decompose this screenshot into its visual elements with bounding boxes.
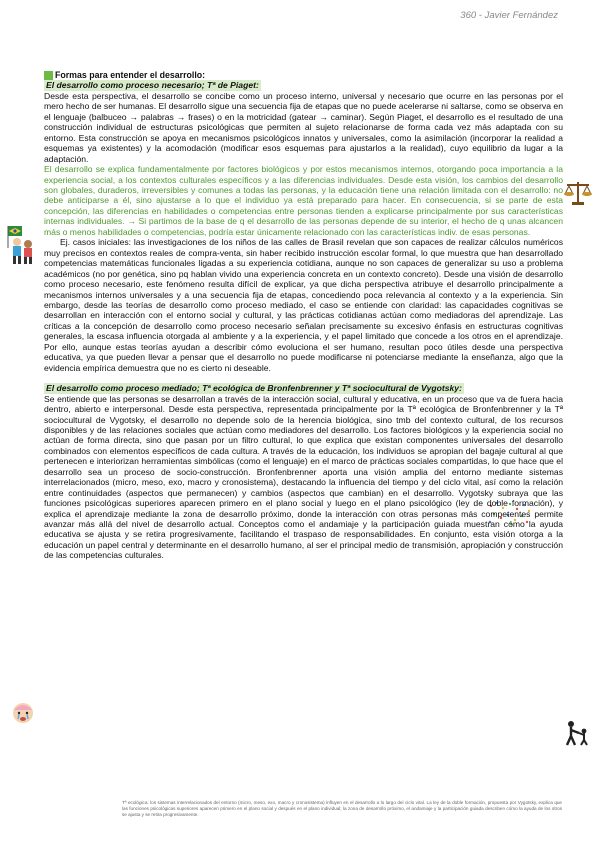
footnote-text: Tª ecológica: los sistemas interrelacionados del entorno (micro, meso, exo, macro y cronosistema) influyen en el desarrollo a lo largo del ciclo vital. La ley de la doble formación, propuesta por Vygotsky, explica que las funciones psicológicas superiores aparecen primero en el plano social y después en el plano individual; la zona de desarrollo próximo, el andamiaje y la participación guiada describen cómo la ayuda de los otros se ajusta y se retira progresivamente. [122, 800, 562, 817]
crying-baby-icon [10, 700, 36, 726]
balance-scale-icon [563, 178, 593, 206]
mediado-paragraph-1: Se entiende que las personas se desarrollan a través de la interacción social, cultural y educativa, en un proceso que va de fuera hacia dentro, abierto e interpersonal. Desde esta perspectiva, representada principalmente por la Tª ecológica de Bronfenbrenner y la Tª sociocultural de Vygotsky, el desarrollo no depende solo de la herencia biológica, sino tmb del contexto cultural, de los recursos disponibles y de las relaciones sociales que actúan como mediadores del desarrollo. Los factores biológicos y la experiencia social no actúan de forma directa, sino que pasan por un filtro cultural, lo que explica que existan componentes universales del desarrollo combinados con elementos específicos de cada cultura. A través de la educación, los individuos se apropian del bagaje cultural al que pertenecen e interiorizan herramientas simbólicas (como el lenguaje) en el marco de prácticas sociales compartidas, lo que hace que el desarrollo sea un proceso de socio-construcción. Bronfenbrenner aporta una visión amplia del entorno mediante sistemas interrelacionados (micro, meso, exo, macro y cronosistema), destacando la influencia del tiempo y del ciclo vital, así como la relación entre continuidades (aspectos que permanecen) y cambios (aspectos que cambian) en el desarrollo. Vygotsky subraya que las funciones psicológicas superiores aparecen primero en el plano social y luego en el plano psicológico (ley de doble formación), y explica el aprendizaje mediante la zona de desarrollo próximo, donde la interacción con otras personas más competentes permite avanzar más allá del nivel de desarrollo actual. Conceptos como el andamiaje y la participación guiada muestran cómo la ayuda educativa se ajusta y se retira progresivamente, facilitando el traspaso de responsabilidades. En conjunto, esta visión otorga a la educación un papel central y determinante en el desarrollo humano, al ser el principal medio de transmisión, apropiación y construcción de las competencias culturales. [44, 393, 563, 561]
parent-child-icon [563, 720, 593, 746]
mediado-heading: El desarrollo como proceso mediado; Tª ecológica de Bronfenbrenner y Tª sociocultural de Vygotsky: [46, 383, 462, 394]
bullet-square-icon [44, 71, 53, 80]
document-body [44, 70, 563, 561]
piaget-paragraph-2: El desarrollo se explica fundamentalmente por factores biológicos y por estos mecanismos internos, otorgando poca importancia a la experiencia social, a los contextos culturales específicos y a las diferencias individuales. Desde esta visión, los cambios del desarrollo son globales, duraderos, irreversibles y comunes a todas las personas, y la educación tiene una relación limitada con el desarrollo: no debe anticiparse a él, sino ajustarse a lo que el individuo ya está preparado para hacer. En consecuencia, si se parte de esta concepción, las diferencias en habilidades o competencias entre personas tienden a explicarse principalmente por sus características internas individuales. → Si partimos de la base de q el desarrollo de las personas depende de su interior, el hecho de q unas alcancen más o menos habilidades o competencias, podría estar únicamente relacionado con las características indiv. de esas personas. [44, 164, 563, 237]
piaget-paragraph-1: Desde esta perspectiva, el desarrollo se concibe como un proceso interno, universal y necesario que ocurre en las personas por el mero hecho de ser humanas. El desarrollo sigue una secuencia fija de etapas que no puede acelerarse ni saltarse, como se observa en el lenguaje (balbuceo → palabras → frases) o en la motricidad (gatear → caminar). Según Piaget, el desarrollo es el resultado de una construcción individual de estructuras psicológicas que permiten al sujeto relacionarse de forma cada vez más adaptada con su entorno. Esta construcción se apoya en mecanismos psicológicos innatos y universales, como la asimilación (incorporar la realidad a esquemas ya existentes) y la acomodación (modificar esos esquemas para ajustarlos a la realidad), cuyo equilibrio da lugar a la adaptación. [44, 90, 563, 164]
children-icon [6, 226, 38, 266]
page-header-label: 360 - Javier Fernández [460, 10, 558, 21]
piaget-heading: El desarrollo como proceso necesario; Tª de Piaget: [46, 80, 259, 91]
piaget-paragraph-3: Ej. casos iniciales: las investigaciones de los niños de las calles de Brasil revelan que son capaces de realizar cálculos numéricos muy precisos en contextos reales de compra-venta, sin haber recibido instrucción escolar formal, lo que muestra que han desarrollado competencias matemáticas funcionales ligadas a su experiencia cotidiana, aunque no son capaces de generalizar su uso a problema académicos (no por genética, sino pq hablan vivido una experiencia concreta en un contexto concreto). Desde una visión de desarrollo como proceso necesario, este fenómeno resulta difícil de explicar, ya que dicha perspectiva atribuye el desarrollo principalmente a mecanismos internos universales y a una secuencia fija de etapas, concediendo poca relevancia al contexto y a la experiencia. Sin embargo, desde las teorías de desarrollo como proceso mediado, el caso se entiende con claridad: las capacidades cognitivas se desarrollan en interacción con el entorno social y cultural, y las prácticas cotidianas actúan como mediadoras del aprendizaje. Las críticas a la concepción de desarrollo como proceso necesario señalan precisamente su excesivo énfasis en estructuras cognitivas generales, la escasa influencia otorgada al ambiente y a la experiencia, y el papel limitado que concede a los otros en el aprendizaje. Por ello, aunque estas teorías ayudan a describir cómo evoluciona el ser humano, resultan poco útiles desde una perspectiva educativa, ya que pueden llevar a pensar que el desarrollo no puede modificarse ni potenciarse mediante la enseñanza, algo que la evidencia empírica demuestra que no es cierto ni deseable. [44, 237, 563, 373]
section-title: Formas para entender el desarrollo: [44, 70, 563, 80]
